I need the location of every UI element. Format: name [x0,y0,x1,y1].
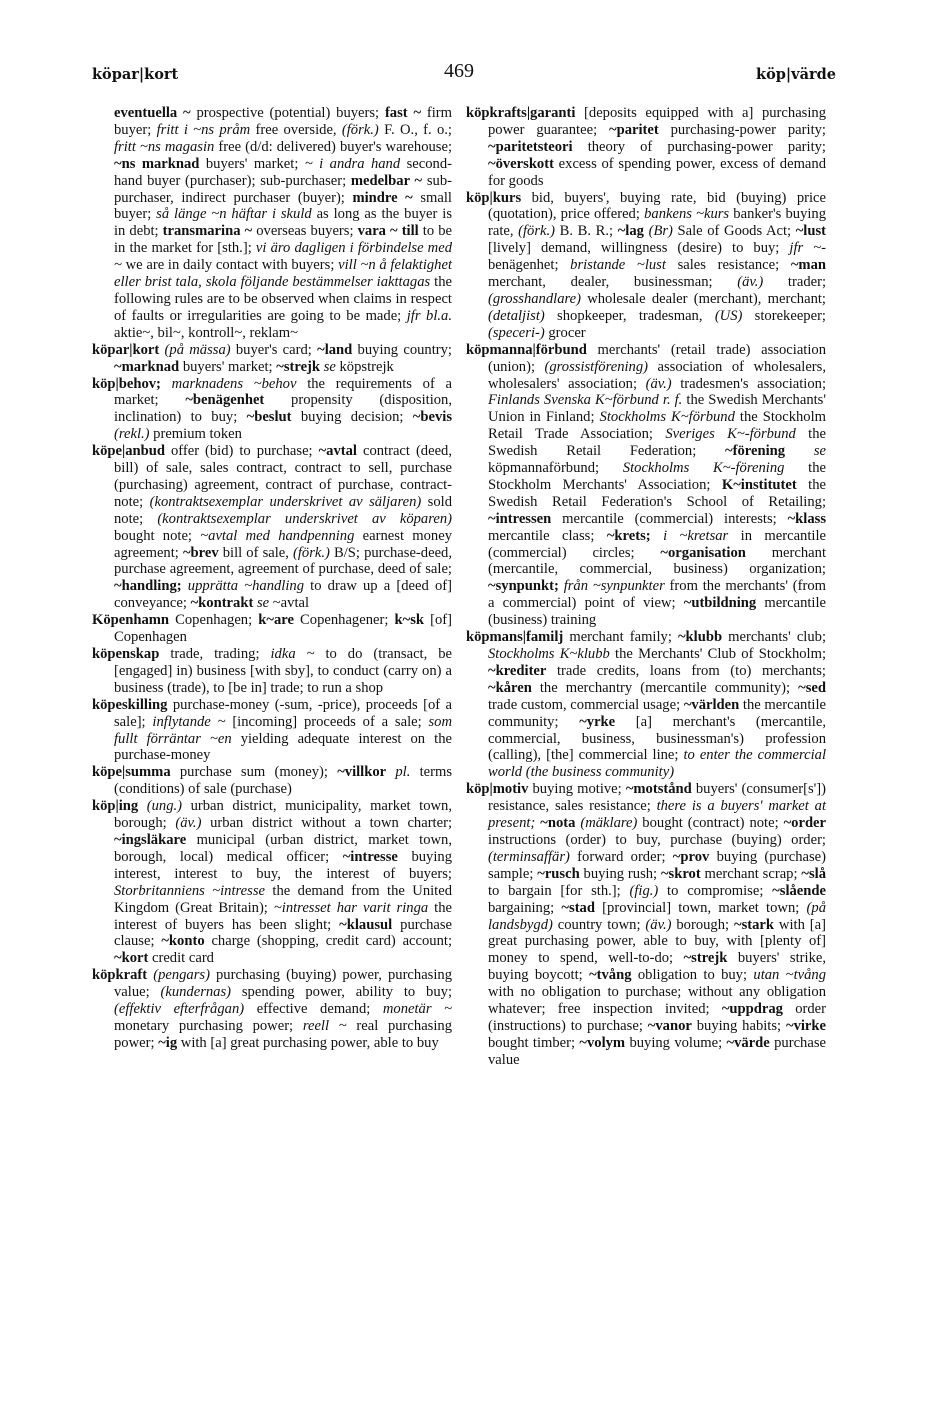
definition-text: terms (conditions) of sale (purchase) [114,764,452,798]
definition-text: buying country; [352,341,452,358]
definition-text: purchasing (buying) power, purchasing value; [114,967,453,1001]
definition-text [651,528,663,544]
subentry-term: ~volym [579,1034,626,1051]
italic-phrase: jfr bl.a. [406,307,452,324]
italic-phrase: (pengars) [153,967,210,984]
definition-text [386,764,395,780]
dictionary-entry [92,697,452,765]
italic-phrase: (mäklare) [580,815,638,832]
italic-phrase: (detaljist) [488,307,545,324]
definition-text: grocer [544,324,586,341]
definition-text: bought (contract) note; [637,815,784,832]
subentry-term: ~klubb [677,629,723,646]
definition-text: we are in daily contact with buyers; [121,257,339,274]
definition-text: merchant, dealer, businessman; [488,274,738,291]
italic-phrase: upprätta ~handling [187,578,305,595]
subentry-term: ~lag [617,223,644,240]
definition-text: excess of spending power, excess of demand for goods [488,155,826,189]
subentry-term: ~överskott [488,155,554,172]
definition-text: the Swedish Merchants' Union in Finland; [488,392,826,426]
definition-text: the requirements of a market; [114,375,452,409]
italic-phrase: ~avtal med handpenning [200,527,355,544]
definition-text: F. O., f. o.; [378,121,452,138]
definition-text: the interest of buyers has been slight; [114,899,453,933]
italic-phrase: (Br) [648,223,673,240]
definition-text: mercantile (business) training [488,595,827,629]
subentry-term: ~klausul [339,916,393,933]
definition-text: [provincial] town, market town; [594,899,807,916]
definition-text: merchant (mercantile, commercial, business) organization; [488,544,826,578]
definition-text: second-hand buyer (purchaser); sub-purchaser; [114,155,452,189]
dictionary-entry [466,105,826,190]
definition-text: buying volume; [625,1034,727,1051]
italic-phrase: (äv.) [645,375,672,392]
definition-text: from the merchants' (from a commercial) point of view; [488,578,826,612]
subentry-term: ~sed [798,679,826,696]
italic-phrase: monetär ~ [382,1001,453,1018]
page-header [0,60,928,96]
italic-phrase: pl. [395,764,411,781]
dictionary-entry [92,105,452,342]
definition-text: firm buyer; [114,105,452,138]
definition-text: sales resistance; [665,257,791,274]
italic-phrase: (förk.) [293,544,330,561]
italic-phrase: se [813,443,826,460]
definition-text: borough; [671,916,734,933]
subentry-term: ~konto [161,933,205,950]
subentry-term: ~stad [561,899,595,916]
headword: köp|motiv [466,781,529,798]
definition-text: as long as the buyer is in debt; [114,206,452,240]
definition-text: purchase value [488,1034,826,1068]
definition-text: instructions (order) to buy, purchase (buying) order; [488,831,826,848]
definition-text: charge (shopping, credit card) account; [204,933,452,950]
definition-text: buying (purchase) sample; [488,848,827,882]
definition-text: offer (bid) to purchase; [164,443,319,460]
definition-text: [of] Copenhagen [114,612,452,646]
page-number: 469 [444,60,474,82]
definition-text: purchase clause; [114,916,453,950]
italic-phrase: (effektiv efterfrågan) [114,1001,245,1018]
subentry-term: ~strejk [276,358,321,375]
definition-text: B/S; purchase-deed, purchase agreement, agreement of purchase, deed of sale; [114,544,452,578]
italic-phrase: (ung.) [146,798,183,815]
subentry-term: ~uppdrag [721,1001,783,1018]
definition-text: to draw up a [deed of] conveyance; [114,578,452,612]
definition-text: banker's buying rate, [488,206,827,240]
definition-text: trade, trading; [159,646,271,662]
italic-phrase: se [256,595,270,612]
definition-text: real purchasing power; [114,1017,452,1051]
definition-text: purchase-money (-sum, -price), proceeds [of a sale]; [114,696,452,730]
italic-phrase: fritt i ~ns pråm [156,121,251,138]
definition-text: small buyer; [114,189,452,223]
italic-phrase: there is a buyers' market at present; [488,798,827,832]
definition-text: wholesale dealer (merchant), merchant; [580,290,826,307]
italic-phrase: reell ~ [302,1017,347,1034]
italic-phrase: (kontraktsexemplar underskrivet av säljaren) [149,493,422,510]
definition-text: buyer's card; [230,341,318,358]
italic-phrase: Storbritanniens ~intresse [114,882,265,899]
definition-text: forward order; [569,848,673,865]
definition-text: merchants' club; [722,629,826,646]
subentry-term: ~kort [114,950,149,967]
dictionary-entry [466,781,826,1068]
definition-text: the merchantry (mercantile community); [531,679,799,696]
headword: köpar|kort [92,341,160,358]
definition-text: buying rush; [579,865,661,882]
definition-text: the Stockholm Merchants' Association; [488,460,826,493]
definition-text: association of wholesalers, wholesalers' association; [488,358,826,392]
definition-text: bill of sale, [218,544,294,561]
definition-text: to be in the market for [sth.]; [114,223,452,257]
subentry-term: ~intresse [342,848,398,865]
definition-text: shopkeeper, tradesman, [544,307,715,324]
definition-text: B. B. R.; [555,223,618,240]
left-column [92,105,452,1052]
definition-text: the Stockholm Retail Trade Association; [488,409,826,443]
subentry-term: ~land [317,341,353,358]
subentry-term: ~rusch [537,865,580,882]
definition-text: buying motive; [528,781,626,798]
italic-phrase: bristande ~lust [570,257,666,274]
definition-text: the demand from the United Kingdom (Great Britain); [114,882,452,916]
definition-text: urban district, municipality, market town, borough; [114,798,452,832]
italic-phrase: (förk.) [518,223,556,240]
dictionary-entry [92,967,452,1052]
right-column [466,105,826,1069]
subentry-term: ~villkor [337,764,387,781]
definition-text: with no obligation to purchase; without any obligation whatever; free inspection invited; [488,984,826,1018]
subentry-term: ~yrke [579,713,616,730]
italic-phrase: (terminsaffär) [488,848,570,865]
dictionary-entry [466,190,826,342]
italic-phrase: (äv.) [737,274,764,291]
definition-text: bargaining; [488,899,562,916]
headword: köpe|anbud [92,443,165,460]
definition-text: [deposits equipped with a] purchasing power guarantee; [488,105,826,138]
subentry-term: ~utbildning [683,595,757,612]
definition-text: trade credits, loans from (to) merchants; [546,662,826,679]
definition-text: yielding adequate interest on the purchase-money [114,730,452,764]
italic-phrase: (kundernas) [160,984,232,1001]
definition-text: the following rules are to be observed when claims in respect of faults or irregularities are going to be made; [114,274,452,324]
subentry-term: ~paritetsteori [488,138,573,155]
italic-phrase: bankens ~kurs [644,206,730,223]
definition-text: with [a] great purchasing power, able to buy, with [plenty of] money to spend, well-to-do; [488,916,826,967]
subentry-term: ~paritet [609,121,659,138]
definition-text: earnest money agreement; [114,527,452,561]
definition-text: [lively] demand, willingness (desire) to buy; [488,240,790,257]
subentry-term: ~ig [158,1034,178,1051]
definition-text: overseas buyers; [252,223,358,240]
subentry-term: ~prov [672,848,710,865]
italic-phrase: fritt ~ns magasin [114,138,215,155]
headword: köp|behov; [92,375,161,392]
definition-text: to compromise; [658,882,773,899]
headword: köpenskap [92,646,160,662]
italic-phrase: (rekl.) [114,426,150,443]
definition-text: buyers' market; [199,155,305,172]
subentry-term: ~ingsläkare [114,831,187,848]
subentry-term: mindre ~ [352,189,413,206]
italic-phrase: marknadens ~behov [171,375,297,392]
subentry-term: ~slå [801,865,826,882]
subentry-term: k~sk [394,612,425,629]
italic-phrase: idka ~ [270,646,315,662]
headword: köpkrafts|garanti [466,105,576,121]
dictionary-entry [92,443,452,612]
subentry-term: ~organisation [660,544,746,561]
headword: köp|ing [92,798,139,815]
italic-phrase: i ~kretsar [663,527,729,544]
dictionary-entry [92,764,452,798]
definition-text: bought timber; [488,1034,580,1051]
definition-text: the Swedish Retail Federation; [488,426,826,460]
definition-text: credit card [148,950,214,967]
italic-phrase: utan ~tvång [753,967,826,984]
subentry-term: ~handling; [114,578,182,595]
definition-text: with [a] great purchasing power, able to buy [177,1034,439,1051]
definition-text: trader; [763,274,827,291]
header-right-guideword: köp|värde [756,66,836,83]
subentry-term: ~benägenhet [185,392,265,409]
subentry-term: ~krediter [488,662,547,679]
subentry-term: k~are [258,612,294,629]
definition-text: order (instructions) to purchase; [488,1001,826,1034]
headword: köpmans|familj [466,629,564,646]
headword: köpeskilling [92,696,168,713]
subentry-term: ~nota [540,815,576,832]
italic-phrase: (äv.) [175,815,202,832]
definition-text: [a] merchant's (mercantile, commercial, business, businessman's) profession (calling), [the] commercial line; [488,713,826,764]
headword: köpe|summa [92,764,171,781]
italic-phrase: (speceri-) [488,324,545,341]
headword: köp|kurs [466,189,522,206]
definition-text: obligation to buy; [631,967,754,984]
dictionary-entry [466,629,826,781]
definition-text: municipal (urban district, market town, borough, local) medical officer; [114,831,452,865]
definition-text: purchase sum (money); [170,764,338,781]
italic-phrase: (på landsbygd) [488,899,826,933]
italic-phrase: (på mässa) [164,341,231,358]
subentry-term: ~marknad [114,358,180,375]
definition-text: köpmannaförbund; [488,460,623,477]
definition-text: trade custom, commercial usage; [488,696,684,713]
definition-text: buying interest, interest to buy, the interest of buyers; [114,848,452,882]
subentry-term: ~order [783,815,827,832]
subentry-term: ~virke [785,1017,826,1034]
subentry-term: ~slående [772,882,826,899]
definition-text: Copenhagen; [169,612,259,629]
subentry-term: ~beslut [246,409,292,426]
subentry-term: ~avtal [318,443,357,460]
italic-phrase: Stockholms K~klubb [488,646,610,662]
subentry-term: ~stark [733,916,775,933]
definition-text: the mercantile community; [488,696,826,730]
italic-phrase: (US) [714,307,743,324]
definition-text: buyers' market; [179,358,277,375]
definition-text: propensity (disposition, inclination) to buy; [114,392,452,426]
definition-text: storekeeper; [742,307,826,324]
definition-text: mercantile (commercial) interests; [551,510,788,527]
subentry-term: medelbar ~ [350,172,423,189]
subentry-term: vara ~ till [357,223,419,240]
subentry-term: ~klass [787,510,826,527]
definition-text: [incoming] proceeds of a sale; [225,713,429,730]
definition-text: country town; [552,916,646,933]
definition-text: free overside, [250,121,342,138]
definition-text: buying habits; [691,1017,786,1034]
definition-text: merchant family; [563,629,678,646]
definition-text: contract (deed, bill) of sale, sales contract, contract to sell, purchase (purchasing) agreement, contract of purchase, contract-note; [114,443,453,510]
definition-text: sold note; [114,493,452,527]
italic-phrase: (fig.) [629,882,659,899]
definition-text: prospective (potential) buyers; [190,105,385,121]
italic-phrase: ~ i andra hand [304,155,401,172]
italic-phrase: inflytande ~ [152,713,226,730]
subentry-term: ~kontrakt [190,595,254,612]
definition-text: Copenhagener; [293,612,395,629]
definition-text: ~avtal [269,595,310,612]
dictionary-entry [92,342,452,376]
subentry-term: ~ns marknad [114,155,200,172]
italic-phrase: som fullt förräntar ~en [114,713,452,747]
headword: köpmanna|förbund [466,341,587,358]
subentry-term: ~brev [182,544,219,561]
subentry-term: eventuella ~ [114,105,191,121]
subentry-term: ~bevis [412,409,452,426]
definition-text [785,443,814,459]
subentry-term: transmarina ~ [162,223,253,240]
definition-text: köpstrejk [335,358,394,375]
subentry-term: K~institutet [721,476,797,493]
italic-phrase: vill ~n å felaktighet eller brist tala, skola följande bestämmelser iakttagas [114,257,453,291]
definition-text: merchant scrap; [700,865,802,882]
definition-text: Sale of Goods Act; [672,223,796,240]
subentry-term: ~man [790,257,826,274]
italic-phrase: (förk.) [341,121,379,138]
dictionary-entry [92,612,452,646]
italic-phrase: to enter the commercial world (the business community) [488,747,826,781]
definition-text: tradesmen's association; [671,375,826,392]
definition-text: the Merchants' Club of Stockholm; [609,646,827,662]
definition-text [161,376,172,392]
subentry-term: ~skrot [660,865,701,882]
italic-phrase: Finlands Svenska K~förbund r. f. [488,392,683,409]
subentry-term: ~världen [683,696,740,713]
definition-text: to do (transact, be [engaged] in) business [with sby], to conduct (carry on) a business (trade), to [be in] trade; to run a shop [114,646,452,696]
definition-text: free (d/d: delivered) buyer's warehouse; [214,138,452,155]
dictionary-entry [92,646,452,697]
definition-text: sub-purchaser, indirect purchaser (buyer); [114,172,452,206]
italic-phrase: (äv.) [645,916,672,933]
italic-phrase: så länge ~n häftar i skuld [156,206,312,223]
italic-phrase: (grosshandlare) [488,290,581,307]
definition-text: to bargain [for sth.]; [488,882,630,899]
definition-text: premium token [149,426,242,443]
subentry-term: ~motstånd [625,781,692,798]
italic-phrase: Stockholms K~-förening [622,460,785,477]
dictionary-entry [92,798,452,967]
definition-text: buying decision; [291,409,413,426]
subentry-term: ~krets; [606,527,651,544]
definition-text: mercantile class; [488,527,607,544]
definition-text: purchasing-power parity; [658,121,826,138]
subentry-term: ~strejk [683,950,728,967]
dictionary-entry [92,376,452,444]
italic-phrase: (kontraktsexemplar underskrivet av köparen) [157,510,452,527]
subentry-term: fast ~ [384,105,422,121]
definition-text: urban district without a town charter; [201,815,452,832]
italic-phrase: från ~synpunkter [563,578,665,595]
italic-phrase: vi äro dagligen i förbindelse med ~ [114,240,452,274]
header-left-guideword: köpar|kort [92,66,179,83]
definition-text: benägenhet; [488,257,571,274]
definition-text: in mercantile (commercial) circles; [488,527,826,561]
definition-text: the Swedish Retail Federation's School of Retailing; [488,476,826,510]
italic-phrase: ~intresset har varit ringa [273,899,429,916]
italic-phrase: jfr ~- [789,240,826,257]
subentry-term: ~intressen [488,510,552,527]
subentry-term: ~vanor [647,1017,692,1034]
headword: Köpenhamn [92,612,170,629]
definition-text: effective demand; [244,1001,383,1018]
subentry-term: ~värde [726,1034,770,1051]
italic-phrase: Stockholms K~förbund [599,409,735,426]
subentry-term: ~kåren [488,679,532,696]
definition-text: bought note; [114,527,201,544]
definition-text [138,798,147,814]
italic-phrase: se [323,358,336,375]
headword: köpkraft [92,967,148,984]
definition-text: buyers' (consumer[s']) resistance, sales resistance; [488,781,826,815]
definition-text: aktie~, bil~, kontroll~, reklam~ [114,324,298,341]
italic-phrase: Sveriges K~-förbund [665,426,796,443]
subentry-term: ~tvång [589,967,632,984]
subentry-term: ~synpunkt; [488,578,559,595]
definition-text: bid, buyers', buying rate, bid (buying) price (quotation), price offered; [488,189,826,223]
definition-text: monetary purchasing power; [114,1017,303,1034]
definition-text: buyers' strike, buying boycott; [488,950,826,984]
subentry-term: ~förening [725,443,786,460]
definition-text: merchants' (retail trade) association (union); [488,341,826,375]
dictionary-entry [466,342,826,629]
subentry-term: ~lust [795,223,827,240]
italic-phrase: (grossistförening) [544,358,649,375]
definition-text: spending power, ability to buy; [231,984,453,1001]
definition-text: theory of purchasing-power parity; [572,138,826,155]
